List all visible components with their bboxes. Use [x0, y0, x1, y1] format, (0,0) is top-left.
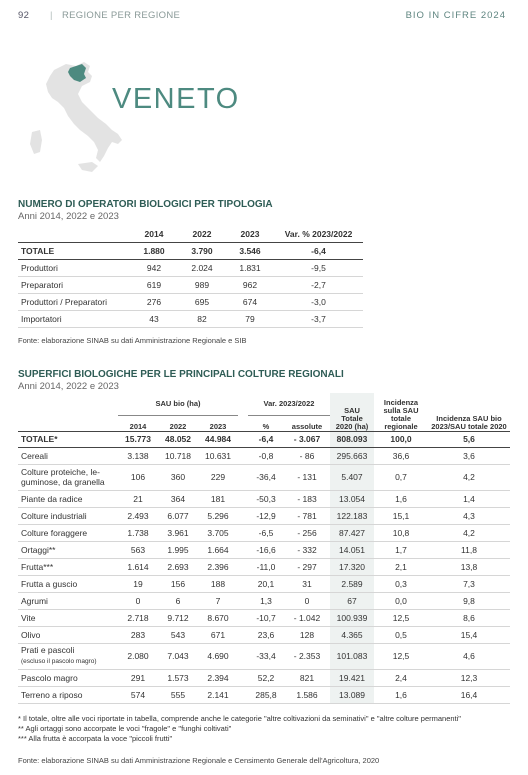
table-row	[18, 575, 510, 592]
cell: 15.773	[118, 431, 158, 447]
cell: -50,3	[248, 490, 284, 507]
cell: 101.083	[330, 643, 374, 669]
table-row	[18, 447, 510, 464]
spacer-cell	[238, 541, 248, 558]
row-label: Prati e pascoli (escluso il pascolo magro)	[18, 643, 118, 669]
row-label: Ortaggi**	[18, 541, 118, 558]
cell: 15,1	[374, 507, 428, 524]
cell: 10,8	[374, 524, 428, 541]
row-label: Importatori	[18, 310, 130, 327]
cell: - 183	[284, 490, 330, 507]
row-label: Frutta***	[18, 558, 118, 575]
cell: 2.589	[330, 575, 374, 592]
cell: 4,2	[428, 524, 510, 541]
spacer-cell	[238, 686, 248, 703]
cell: 0,5	[374, 626, 428, 643]
cell: 1.831	[226, 259, 274, 276]
cell: 48.052	[158, 431, 198, 447]
table-row	[18, 310, 363, 327]
table-row	[18, 490, 510, 507]
cell: 23,6	[248, 626, 284, 643]
cell: 619	[130, 276, 178, 293]
cell: 3,6	[428, 447, 510, 464]
cell: - 86	[284, 447, 330, 464]
spacer-cell	[238, 575, 248, 592]
cell: 1.586	[284, 686, 330, 703]
table-row	[18, 541, 510, 558]
cell: 1,4	[428, 490, 510, 507]
cell: 13,8	[428, 558, 510, 575]
cell: 31	[284, 575, 330, 592]
cell: 17.320	[330, 558, 374, 575]
table-row	[18, 592, 510, 609]
cell: 0,3	[374, 575, 428, 592]
cell: 44.984	[198, 431, 238, 447]
spacer-cell	[238, 669, 248, 686]
cell: - 781	[284, 507, 330, 524]
column-header: 2023	[209, 421, 227, 431]
row-label: TOTALE	[18, 242, 130, 259]
cell: 7,3	[428, 575, 510, 592]
row-label: Colture proteiche, le- guminose, da granella	[18, 464, 118, 490]
cell: 295.663	[330, 447, 374, 464]
table-row	[18, 276, 363, 293]
cell: -2,7	[274, 276, 363, 293]
table2-subtitle: Anni 2014, 2022 e 2023	[18, 381, 119, 392]
table-header-row	[18, 226, 363, 242]
cell: 2.394	[198, 669, 238, 686]
column-header	[18, 226, 130, 242]
table-row	[18, 507, 510, 524]
cell: 2.396	[198, 558, 238, 575]
table-total-row	[18, 242, 363, 259]
cell: 0,7	[374, 464, 428, 490]
row-label: Pascolo magro	[18, 669, 118, 686]
spacer-cell	[238, 524, 248, 541]
column-header: 2022	[192, 228, 212, 239]
column-header: %	[262, 421, 270, 431]
cell: 122.183	[330, 507, 374, 524]
cell: 5,6	[428, 431, 510, 447]
table-row	[18, 293, 363, 310]
cell: 2,4	[374, 669, 428, 686]
cell: 13.089	[330, 686, 374, 703]
cell: -12,9	[248, 507, 284, 524]
cell: 100,0	[374, 431, 428, 447]
cell: -0,8	[248, 447, 284, 464]
cell: - 131	[284, 464, 330, 490]
cell: 364	[158, 490, 198, 507]
row-label: Terreno a riposo	[18, 686, 118, 703]
cell: 20,1	[248, 575, 284, 592]
cell: -11,0	[248, 558, 284, 575]
row-label: TOTALE*	[18, 431, 118, 447]
cell: 1,7	[374, 541, 428, 558]
cell: 8,6	[428, 609, 510, 626]
cell: 2,1	[374, 558, 428, 575]
cell: 3.705	[198, 524, 238, 541]
cell: - 332	[284, 541, 330, 558]
cell: 3.138	[118, 447, 158, 464]
cell: 12,3	[428, 669, 510, 686]
cell: 2.080	[118, 643, 158, 669]
cell: 10.718	[158, 447, 198, 464]
footnotes	[18, 714, 461, 744]
cell: 671	[198, 626, 238, 643]
publication-title: BIO IN CIFRE 2024	[405, 10, 506, 21]
cell: 674	[226, 293, 274, 310]
cell: -6,4	[248, 431, 284, 447]
footnote: ** Agli ortaggi sono accorpate le voci "fragole" e "funghi coltivati"	[18, 724, 232, 733]
spacer-cell	[238, 592, 248, 609]
region-title: VENETO	[112, 83, 240, 115]
cell: 291	[118, 669, 158, 686]
cell: 4.365	[330, 626, 374, 643]
cell: 19.421	[330, 669, 374, 686]
cell: 7	[198, 592, 238, 609]
table-row	[18, 524, 510, 541]
table-row	[18, 686, 510, 703]
cell: 0	[284, 592, 330, 609]
spacer-cell	[238, 447, 248, 464]
table2-title: SUPERFICI BIOLOGICHE PER LE PRINCIPALI COLTURE REGIONALI	[18, 369, 344, 380]
spacer-cell	[238, 431, 248, 447]
spacer-cell	[238, 643, 248, 669]
cell: 1,6	[374, 686, 428, 703]
cell: 82	[178, 310, 226, 327]
row-label: Colture industriali	[18, 507, 118, 524]
table-row	[18, 464, 510, 490]
cell: 7.043	[158, 643, 198, 669]
cell: 181	[198, 490, 238, 507]
cell: 3.961	[158, 524, 198, 541]
table-row	[18, 643, 510, 669]
row-label: Cereali	[18, 447, 118, 464]
cell: 11,8	[428, 541, 510, 558]
column-header: assolute	[291, 421, 323, 431]
sardinia-shape	[30, 130, 42, 154]
cell: 21	[118, 490, 158, 507]
cell: 52,2	[248, 669, 284, 686]
cell: 14.051	[330, 541, 374, 558]
crops-table	[18, 393, 510, 704]
section-label: REGIONE PER REGIONE	[62, 10, 181, 21]
spacer-cell	[238, 490, 248, 507]
column-header: Var. % 2023/2022	[284, 228, 353, 239]
row-label: Piante da radice	[18, 490, 118, 507]
column-header: 2023	[240, 228, 260, 239]
cell: -10,7	[248, 609, 284, 626]
cell: 5.407	[330, 464, 374, 490]
cell: 2.718	[118, 609, 158, 626]
cell: -3,0	[274, 293, 363, 310]
cell: 9,8	[428, 592, 510, 609]
row-label: Produttori / Preparatori	[18, 293, 130, 310]
cell: 0,0	[374, 592, 428, 609]
cell: 6	[158, 592, 198, 609]
cell: 106	[118, 464, 158, 490]
header-incidenza-sau: Incidenza sulla SAU totale regionale	[383, 397, 419, 431]
cell: 4.690	[198, 643, 238, 669]
cell: -9,5	[274, 259, 363, 276]
cell: 2.693	[158, 558, 198, 575]
cell: 285,8	[248, 686, 284, 703]
cell: 962	[226, 276, 274, 293]
row-label: Frutta a guscio	[18, 575, 118, 592]
cell: 12,5	[374, 609, 428, 626]
cell: 10.631	[198, 447, 238, 464]
cell: 2.141	[198, 686, 238, 703]
cell: 13.054	[330, 490, 374, 507]
table2-source: Fonte: elaborazione SINAB su dati Amministrazione Regionale e Censimento Generale dell'Agricoltura, 2020	[18, 756, 380, 765]
table-row	[18, 259, 363, 276]
spacer-cell	[238, 626, 248, 643]
cell: 100.939	[330, 609, 374, 626]
spacer-cell	[238, 558, 248, 575]
header-separator: |	[50, 10, 53, 21]
cell: - 2.353	[284, 643, 330, 669]
cell: 695	[178, 293, 226, 310]
cell: - 256	[284, 524, 330, 541]
cell: 4,3	[428, 507, 510, 524]
cell: 156	[158, 575, 198, 592]
cell: 1,3	[248, 592, 284, 609]
cell: 0	[118, 592, 158, 609]
column-header: 2014	[129, 421, 147, 431]
row-label: Colture foraggere	[18, 524, 118, 541]
cell: 188	[198, 575, 238, 592]
table-group-header-row	[18, 393, 510, 415]
cell: 229	[198, 464, 238, 490]
cell: 128	[284, 626, 330, 643]
cell: 16,4	[428, 686, 510, 703]
cell: 276	[130, 293, 178, 310]
cell: 1.995	[158, 541, 198, 558]
spacer-cell	[238, 507, 248, 524]
cell: 12,5	[374, 643, 428, 669]
cell: 360	[158, 464, 198, 490]
cell: 87.427	[330, 524, 374, 541]
group-header-sau-bio: SAU bio (ha)	[118, 393, 238, 415]
cell: 4,2	[428, 464, 510, 490]
cell: 36,6	[374, 447, 428, 464]
sicily-shape	[78, 162, 98, 172]
cell: -6,4	[274, 242, 363, 259]
column-header: 2014	[144, 228, 164, 239]
cell: 8.670	[198, 609, 238, 626]
cell: 1.664	[198, 541, 238, 558]
cell: 283	[118, 626, 158, 643]
spacer-cell	[238, 464, 248, 490]
cell: -33,4	[248, 643, 284, 669]
table-row	[18, 558, 510, 575]
table-row	[18, 626, 510, 643]
cell: 67	[330, 592, 374, 609]
cell: 19	[118, 575, 158, 592]
table1-subtitle: Anni 2014, 2022 e 2023	[18, 211, 119, 222]
cell: 43	[130, 310, 178, 327]
cell: 1.573	[158, 669, 198, 686]
cell: 808.093	[330, 431, 374, 447]
cell: 1,6	[374, 490, 428, 507]
cell: 1.614	[118, 558, 158, 575]
header-incidenza-sau-bio: Incidenza SAU bio 2023/SAU totale 2020	[431, 413, 507, 431]
table1-title: NUMERO DI OPERATORI BIOLOGICI PER TIPOLOGIA	[18, 199, 273, 210]
cell: 1.880	[130, 242, 178, 259]
cell: 2.024	[178, 259, 226, 276]
page-number: 92	[18, 10, 30, 21]
row-label: Vite	[18, 609, 118, 626]
cell: 1.738	[118, 524, 158, 541]
cell: 3.546	[226, 242, 274, 259]
cell: 5.296	[198, 507, 238, 524]
cell: 574	[118, 686, 158, 703]
cell: 79	[226, 310, 274, 327]
row-label: Preparatori	[18, 276, 130, 293]
row-label: Agrumi	[18, 592, 118, 609]
page-header	[18, 10, 506, 26]
cell: 4,6	[428, 643, 510, 669]
cell: 543	[158, 626, 198, 643]
cell: - 1.042	[284, 609, 330, 626]
cell: 942	[130, 259, 178, 276]
column-header: 2022	[169, 421, 187, 431]
cell: 15,4	[428, 626, 510, 643]
cell: 6.077	[158, 507, 198, 524]
cell: 9.712	[158, 609, 198, 626]
footnote: *** Alla frutta è accorpata la voce "piccoli frutti"	[18, 734, 173, 743]
group-header-var: Var. 2023/2022	[248, 393, 330, 415]
cell: 989	[178, 276, 226, 293]
table-row	[18, 609, 510, 626]
cell: -16,6	[248, 541, 284, 558]
cell: - 3.067	[284, 431, 330, 447]
row-label: Olivo	[18, 626, 118, 643]
cell: 563	[118, 541, 158, 558]
table-total-row	[18, 431, 510, 447]
cell: -6,5	[248, 524, 284, 541]
cell: -3,7	[274, 310, 363, 327]
header-sau-totale: SAU Totale 2020 (ha)	[330, 393, 374, 431]
cell: 3.790	[178, 242, 226, 259]
spacer-cell	[238, 609, 248, 626]
table1-source: Fonte: elaborazione SINAB su dati Amministrazione Regionale e SIB	[18, 336, 247, 345]
cell: 555	[158, 686, 198, 703]
cell: -36,4	[248, 464, 284, 490]
cell: - 297	[284, 558, 330, 575]
operators-table	[18, 226, 363, 328]
cell: 2.493	[118, 507, 158, 524]
cell: 821	[284, 669, 330, 686]
table-row	[18, 669, 510, 686]
row-label: Produttori	[18, 259, 130, 276]
footnote: * Il totale, oltre alle voci riportate in tabella, comprende anche le categorie "altre coltivazioni da seminativi" e "altre colture permanenti"	[18, 714, 461, 723]
